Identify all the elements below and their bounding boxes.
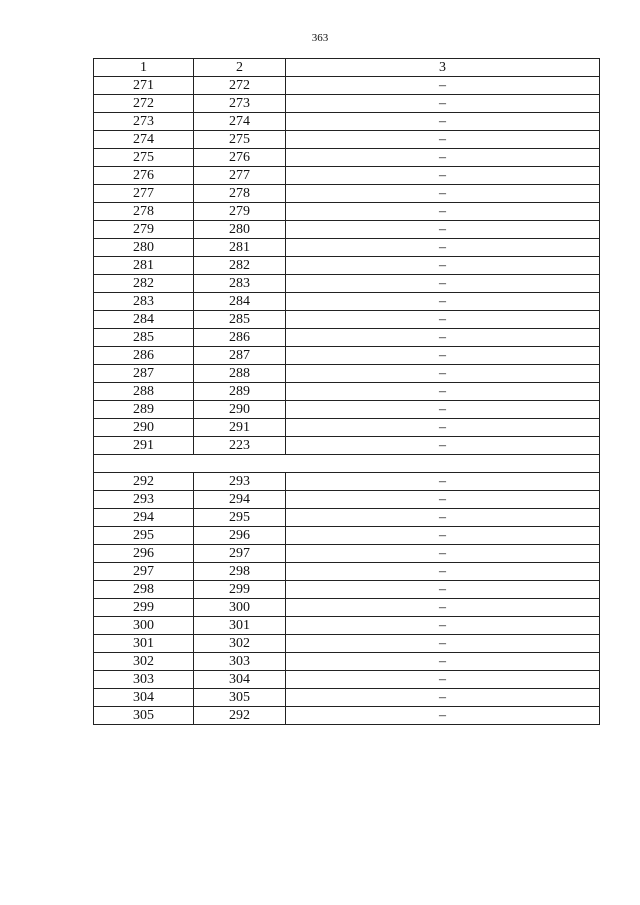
table-cell-col-3: –	[286, 113, 600, 131]
table-cell-col-3: –	[286, 581, 600, 599]
table-cell-col-1: 292	[94, 473, 194, 491]
table-cell-col-3: –	[286, 383, 600, 401]
header-row	[94, 59, 600, 77]
table-cell-col-2: 292	[194, 707, 286, 725]
table-cell-col-1: 304	[94, 689, 194, 707]
table-cell-col-2: 280	[194, 221, 286, 239]
table-cell-col-3: –	[286, 401, 600, 419]
table-cell-col-1: 282	[94, 275, 194, 293]
table-cell-col-3: –	[286, 563, 600, 581]
table-cell-col-1: 274	[94, 131, 194, 149]
table-cell-col-1: 275	[94, 149, 194, 167]
table-row	[94, 383, 600, 401]
table-cell-col-3: –	[286, 599, 600, 617]
table-cell-col-1: 293	[94, 491, 194, 509]
table-cell-col-3: –	[286, 365, 600, 383]
table-row	[94, 347, 600, 365]
table-cell-col-1: 296	[94, 545, 194, 563]
table-cell-col-3: –	[286, 311, 600, 329]
table-cell-col-3: –	[286, 167, 600, 185]
table-cell-col-2: 298	[194, 563, 286, 581]
table-row	[94, 635, 600, 653]
table-cell-col-1: 295	[94, 527, 194, 545]
table-row	[94, 671, 600, 689]
table-cell-col-1: 291	[94, 437, 194, 455]
table-cell-col-1: 290	[94, 419, 194, 437]
table-cell-col-1: 271	[94, 77, 194, 95]
table-cell-col-3: –	[286, 509, 600, 527]
table-cell-col-1: 284	[94, 311, 194, 329]
table-cell-col-3: –	[286, 491, 600, 509]
table-cell-col-2: 279	[194, 203, 286, 221]
table-row	[94, 113, 600, 131]
table-row	[94, 617, 600, 635]
table-cell-col-3: –	[286, 221, 600, 239]
table-cell-col-3: –	[286, 77, 600, 95]
table-row	[94, 563, 600, 581]
table-cell-col-3: –	[286, 275, 600, 293]
table-cell-col-3: –	[286, 689, 600, 707]
table-cell-col-1: 289	[94, 401, 194, 419]
table-cell-col-2: 303	[194, 653, 286, 671]
table-row	[94, 311, 600, 329]
table-cell-col-2: 285	[194, 311, 286, 329]
table-row	[94, 293, 600, 311]
table-cell-col-2: 223	[194, 437, 286, 455]
table-cell-col-1: 302	[94, 653, 194, 671]
table-cell-col-3: –	[286, 293, 600, 311]
table-row	[94, 131, 600, 149]
table-cell-col-1: 287	[94, 365, 194, 383]
table-row	[94, 545, 600, 563]
table-cell-col-3: –	[286, 131, 600, 149]
table-cell-col-2: 274	[194, 113, 286, 131]
table-cell-col-3: –	[286, 527, 600, 545]
table-cell-col-3: –	[286, 437, 600, 455]
table-cell-col-2: 297	[194, 545, 286, 563]
table-row	[94, 149, 600, 167]
table-row	[94, 185, 600, 203]
table-cell-col-2: 293	[194, 473, 286, 491]
table-row	[94, 437, 600, 455]
table-cell-col-2: 287	[194, 347, 286, 365]
table-cell-col-3: –	[286, 239, 600, 257]
table-cell-col-3: –	[286, 419, 600, 437]
table-cell-col-1: 297	[94, 563, 194, 581]
table-cell-col-1: 286	[94, 347, 194, 365]
table-row	[94, 689, 600, 707]
table-row	[94, 401, 600, 419]
table-row	[94, 473, 600, 491]
table-cell-col-3: –	[286, 473, 600, 491]
table-cell-col-2: 275	[194, 131, 286, 149]
table-row	[94, 365, 600, 383]
table-cell-col-2: 286	[194, 329, 286, 347]
table-body	[94, 59, 600, 725]
table-row	[94, 329, 600, 347]
table-row	[94, 599, 600, 617]
table-cell-col-3: –	[286, 203, 600, 221]
table-cell-col-1: 278	[94, 203, 194, 221]
table-cell-col-2: 296	[194, 527, 286, 545]
table-cell-col-3: –	[286, 257, 600, 275]
table-cell-col-2: 305	[194, 689, 286, 707]
table-cell-col-1: 285	[94, 329, 194, 347]
table-cell-col-2: 291	[194, 419, 286, 437]
table-cell-col-1: 280	[94, 239, 194, 257]
table-cell-col-1: 303	[94, 671, 194, 689]
table-cell-col-3: –	[286, 671, 600, 689]
table-row	[94, 95, 600, 113]
table-row	[94, 581, 600, 599]
table-cell-col-1: 301	[94, 635, 194, 653]
table-row	[94, 221, 600, 239]
table-cell-col-1: 305	[94, 707, 194, 725]
table-cell-col-3: –	[286, 617, 600, 635]
table-cell-col-1: 273	[94, 113, 194, 131]
table-row	[94, 275, 600, 293]
table-cell-col-2: 295	[194, 509, 286, 527]
table-cell-col-2: 284	[194, 293, 286, 311]
table-cell-col-1: 283	[94, 293, 194, 311]
table-row	[94, 419, 600, 437]
table-cell-col-2: 282	[194, 257, 286, 275]
table-row	[94, 653, 600, 671]
group-separator-row	[94, 455, 600, 473]
table-cell-col-1: 300	[94, 617, 194, 635]
table-row	[94, 509, 600, 527]
column-header-2: 2	[194, 59, 286, 77]
table-cell-col-1: 272	[94, 95, 194, 113]
table-cell-col-3: –	[286, 707, 600, 725]
data-table	[93, 58, 600, 725]
table-row	[94, 77, 600, 95]
table-row	[94, 707, 600, 725]
table-cell-col-3: –	[286, 149, 600, 167]
table-cell-col-1: 298	[94, 581, 194, 599]
table-cell-col-2: 273	[194, 95, 286, 113]
table-cell-col-3: –	[286, 635, 600, 653]
table-cell-col-3: –	[286, 185, 600, 203]
table-cell-col-2: 283	[194, 275, 286, 293]
table-cell-col-1: 279	[94, 221, 194, 239]
table-cell-col-2: 302	[194, 635, 286, 653]
table-cell-col-2: 281	[194, 239, 286, 257]
table-cell-col-2: 290	[194, 401, 286, 419]
table-cell-col-3: –	[286, 95, 600, 113]
table-cell-col-2: 289	[194, 383, 286, 401]
table-row	[94, 257, 600, 275]
column-header-1: 1	[94, 59, 194, 77]
table-row	[94, 527, 600, 545]
table-cell-col-1: 276	[94, 167, 194, 185]
table-cell-col-1: 281	[94, 257, 194, 275]
table-cell-col-2: 294	[194, 491, 286, 509]
table-cell-col-2: 277	[194, 167, 286, 185]
table-row	[94, 203, 600, 221]
table-cell-col-1: 277	[94, 185, 194, 203]
table-row	[94, 491, 600, 509]
table-cell-col-1: 294	[94, 509, 194, 527]
table-cell-col-3: –	[286, 329, 600, 347]
column-header-3: 3	[286, 59, 600, 77]
table-cell-col-2: 272	[194, 77, 286, 95]
table-cell-col-2: 288	[194, 365, 286, 383]
table-cell-col-2: 278	[194, 185, 286, 203]
table-cell-col-2: 299	[194, 581, 286, 599]
page-number: 363	[311, 32, 329, 44]
table-cell-col-2: 300	[194, 599, 286, 617]
table-cell-col-3: –	[286, 653, 600, 671]
table-cell-col-2: 304	[194, 671, 286, 689]
table-row	[94, 167, 600, 185]
table-cell-col-2: 301	[194, 617, 286, 635]
table-cell-col-3: –	[286, 347, 600, 365]
table-row	[94, 239, 600, 257]
table-cell-col-2: 276	[194, 149, 286, 167]
group-separator-cell	[94, 455, 600, 473]
table-cell-col-3: –	[286, 545, 600, 563]
table-cell-col-1: 288	[94, 383, 194, 401]
table-cell-col-1: 299	[94, 599, 194, 617]
